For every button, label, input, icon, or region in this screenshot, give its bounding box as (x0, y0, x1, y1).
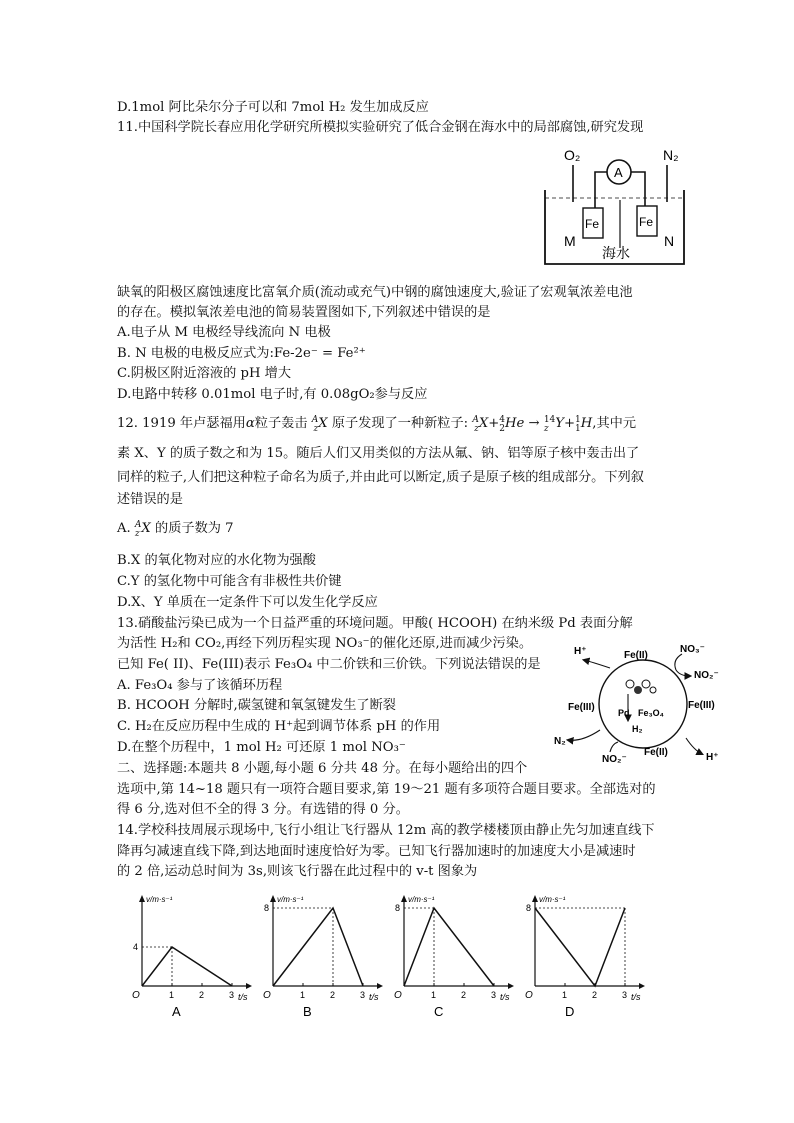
q11-stem-3: 的存在。模拟氧浓差电池的简易装置图如下,下列叙述中错误的是 (117, 305, 491, 320)
fe3-left-label: Fe(III) (568, 702, 595, 713)
x-axis-label-C: t/s (500, 992, 510, 1002)
q12-option-d: D.X、Y 单质在一定条件下可以发生化学反应 (117, 595, 378, 610)
n2-label: N₂ (663, 147, 679, 163)
q12-option-c: C.Y 的氢化物中可能含有非极性共价键 (117, 574, 342, 589)
fe2-bottom-label: Fe(II) (644, 747, 668, 758)
y-axis-label-D: v/m·s⁻¹ (539, 895, 566, 904)
x-axis-label-A: t/s (238, 992, 248, 1002)
pd-label: Pd (618, 708, 630, 718)
n2-label: N₂ (554, 736, 566, 747)
y-axis-label-B: v/m·s⁻¹ (277, 895, 304, 904)
q12-stem-3: 同样的粒子,人们把这种粒子命名为质子,并由此可以断定,质子是原子核的组成部分。下列叙 (117, 470, 644, 485)
q14-vt-graphs (120, 890, 680, 1020)
section2-line-2: 选项中,第 14~18 题只有一项符合题目要求,第 19～21 题有多项符合题目要求。全部选对的 (117, 782, 656, 797)
h-plus-top-label: H⁺ (574, 646, 587, 657)
q13-option-a: A. Fe₃O₄ 参与了该循环历程 (117, 678, 283, 693)
no2-bottom-label: NO₂⁻ (602, 754, 627, 765)
fe3o4-label: Fe₃O₄ (638, 708, 664, 718)
graph-caption-B: B (303, 1004, 312, 1019)
no3-top-label: NO₃⁻ (680, 644, 705, 655)
y-arrow-A (139, 895, 145, 902)
q14-stem-1: 14.学校科技周展示现场中,飞行小组让飞行器从 12m 高的教学楼楼顶由静止先匀加速直线下 (117, 823, 655, 838)
seawater-label: 海水 (602, 245, 630, 261)
h-plus-bottom-label: H⁺ (706, 752, 719, 763)
q11-cell-figure (540, 140, 690, 272)
x-tick-label-D-3: 3 (622, 990, 628, 1000)
q13-option-b: B. HCOOH 分解时,碳氢键和氧氢键发生了断裂 (117, 698, 396, 713)
x-tick-label-D-1: 1 (562, 990, 568, 1000)
x-tick-label-B-1: 1 (300, 990, 306, 1000)
x-axis-label-B: t/s (369, 992, 379, 1002)
y-arrow-B (270, 895, 276, 902)
q11-stem-1: 11.中国科学院长春应用化学研究所模拟实验研究了低合金钢在海水中的局部腐蚀,研究发现 (117, 120, 644, 135)
q11-stem-2: 缺氧的阳极区腐蚀速度比富氧介质(流动或充气)中钢的腐蚀速度大,验证了宏观氧浓差电池 (117, 285, 633, 300)
graph-caption-C: C (434, 1004, 444, 1019)
section2-line-1: 二、选择题:本题共 8 小题,每小题 6 分共 48 分。在每小题给出的四个 (117, 761, 528, 776)
q11-option-c: C.阴极区附近溶液的 pH 增大 (117, 366, 292, 381)
x-arrow-D (639, 983, 645, 989)
x-axis-label-D: t/s (631, 992, 641, 1002)
no2-top-label: NO₂⁻ (694, 670, 719, 681)
q11-option-b: B. N 电极的电极反应式为:Fe-2e⁻ = Fe²⁺ (117, 346, 366, 361)
x-tick-label-C-1: 1 (431, 990, 437, 1000)
n-label: N (664, 233, 675, 249)
q13-option-c: C. H₂在反应历程中生成的 H⁺起到调节体系 pH 的作用 (117, 719, 441, 734)
y-tick-label-B: 8 (264, 903, 270, 913)
q11-option-d: D.电路中转移 0.01mol 电子时,有 0.08gO₂参与反应 (117, 387, 428, 402)
origin-label-A: O (132, 990, 140, 1001)
q14-stem-3: 的 2 倍,运动总时间为 3s,则该飞行器在此过程中的 v-t 图象为 (117, 864, 478, 879)
y-axis-label-A: v/m·s⁻¹ (146, 895, 173, 904)
fe3-right-label: Fe(III) (688, 700, 715, 711)
q12-option-b: B.X 的氧化物对应的水化物为强酸 (117, 553, 316, 568)
vt-line-D (535, 908, 625, 986)
x-tick-label-A-3: 3 (229, 990, 235, 1000)
option-d-prev: D.1mol 阿比朵尔分子可以和 7mol H₂ 发生加成反应 (117, 100, 429, 115)
h2-label: H₂ (632, 724, 643, 734)
y-tick-label-C: 8 (395, 903, 401, 913)
q14-stem-2: 降再匀减速直线下降,到达地面时速度恰好为零。已知飞行器加速时的加速度大小是减速时 (117, 844, 636, 859)
q13-stem-2: 为活性 H₂和 CO₂,再经下列历程实现 NO₃⁻的催化还原,进而减少污染。 (117, 636, 533, 651)
x-tick-label-A-2: 2 (199, 990, 205, 1000)
x-tick-label-A-1: 1 (169, 990, 175, 1000)
x-tick-label-C-3: 3 (491, 990, 497, 1000)
x-arrow-A (246, 983, 252, 989)
vt-line-B (273, 908, 363, 986)
origin-label-B: O (263, 990, 271, 1001)
x-arrow-C (508, 983, 514, 989)
x-tick-label-D-2: 2 (592, 990, 598, 1000)
fe2-top-label: Fe(II) (624, 650, 648, 661)
vt-line-A (142, 947, 232, 986)
vt-line-C (404, 908, 494, 986)
y-tick-label-A: 4 (133, 942, 139, 952)
q12-stem-1: 12. 1919 年卢瑟福用α粒子轰击 A zX 原子发现了一种新粒子: A zX+4 2He → 14 z Y+1 1H,其中元 (117, 415, 637, 434)
o2-label: O₂ (564, 147, 581, 163)
q13-stem-1: 13.硝酸盐污染已成为一个日益严重的环境问题。甲酸( HCOOH) 在纳米级 Pd 表面分解 (117, 616, 633, 631)
ammeter-label: A (614, 165, 623, 180)
q12-stem-4: 述错误的是 (117, 492, 183, 507)
x-tick-label-B-3: 3 (360, 990, 366, 1000)
q12-option-a: A. A z X 的质子数为 7 (117, 520, 234, 539)
graph-caption-D: D (565, 1004, 575, 1019)
x-tick-label-B-2: 2 (330, 990, 336, 1000)
x-tick-label-C-2: 2 (461, 990, 467, 1000)
q13-option-d: D.在整个历程中，1 mol H₂ 可还原 1 mol NO₃⁻ (117, 740, 406, 755)
y-arrow-D (532, 895, 538, 902)
svg-text:Fe: Fe (585, 217, 600, 231)
svg-text:Fe: Fe (639, 215, 654, 229)
q13-cycle-figure (548, 638, 738, 768)
q11-option-a: A.电子从 M 电极经导线流向 N 电极 (117, 325, 331, 340)
q13-stem-3: 已知 Fe( II)、Fe(III)表示 Fe₃O₄ 中二价铁和三价铁。下列说法错误的是 (117, 657, 541, 672)
graph-caption-A: A (172, 1004, 181, 1019)
m-label: M (564, 233, 576, 249)
origin-label-C: O (394, 990, 402, 1001)
x-arrow-B (377, 983, 383, 989)
q12-stem-2: 素 X、Y 的质子数之和为 15。随后人们又用类似的方法从氟、钠、铝等原子核中轰击出了 (117, 446, 640, 461)
y-tick-label-D: 8 (526, 903, 532, 913)
origin-label-D: O (525, 990, 533, 1001)
y-arrow-C (401, 895, 407, 902)
y-axis-label-C: v/m·s⁻¹ (408, 895, 435, 904)
section2-line-3: 得 6 分,选对但不全的得 3 分。有选错的得 0 分。 (117, 802, 409, 817)
